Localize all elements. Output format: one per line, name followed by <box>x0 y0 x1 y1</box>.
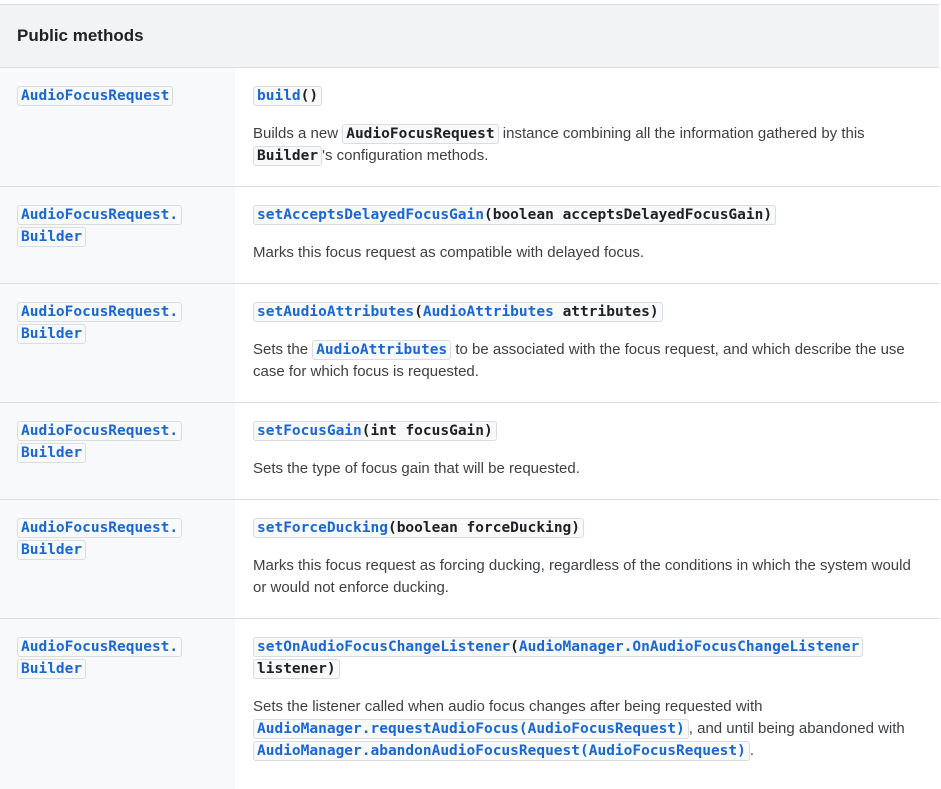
class-ref: AudioFocusRequest <box>342 124 498 144</box>
audio-attributes-link[interactable]: AudioAttributes <box>312 340 451 360</box>
return-type-link[interactable]: AudioFocusRequest. Builder <box>17 302 182 344</box>
section-header <box>0 4 939 68</box>
method-description: Marks this focus request as compatible with delayed focus. <box>253 244 645 261</box>
return-type-link[interactable]: AudioFocusRequest. Builder <box>17 421 182 463</box>
method-description: Sets the type of focus gain that will be requested. <box>253 460 580 477</box>
param-type-link[interactable]: AudioAttributes <box>422 304 554 320</box>
method-signature: setAcceptsDelayedFocusGain(boolean acceptsDelayedFocusGain) <box>253 205 776 225</box>
return-type-link[interactable]: AudioFocusRequest. Builder <box>17 637 182 679</box>
method-row-set-on-audio-focus-change-listener <box>0 619 939 789</box>
method-row-set-accepts-delayed-focus-gain <box>0 187 939 284</box>
method-link-set-audio-attributes[interactable]: setAudioAttributes <box>257 304 415 320</box>
method-signature: build() <box>253 86 322 106</box>
method-description: Marks this focus request as forcing ducking, regardless of the conditions in which the system would or would not enforce ducking. <box>253 557 911 596</box>
param-type-link[interactable]: AudioManager.OnAudioFocusChangeListener <box>518 639 860 655</box>
method-signature: setForceDucking(boolean forceDucking) <box>253 518 584 538</box>
method-description: Sets the AudioAttributes to be associated with the focus request, and which describe the use case for which focus is requested. <box>253 341 905 380</box>
method-row-build <box>0 68 939 187</box>
section-title: Public methods <box>17 26 144 45</box>
class-ref: Builder <box>253 146 322 166</box>
return-type-link[interactable]: AudioFocusRequest <box>17 86 173 106</box>
method-link-set-focus-gain[interactable]: setFocusGain <box>257 423 362 439</box>
method-description: Builds a new AudioFocusRequest instance combining all the information gathered by this Builder 's configuration methods. <box>253 125 865 164</box>
method-link-build[interactable]: build <box>257 88 301 104</box>
abandon-audio-focus-request-link[interactable]: AudioManager.abandonAudioFocusRequest(AudioFocusRequest) <box>253 741 750 761</box>
method-link-set-on-audio-focus-change-listener[interactable]: setOnAudioFocusChangeListener <box>257 639 511 655</box>
method-signature: setAudioAttributes(AudioAttributes attributes) <box>253 302 663 322</box>
return-type-link[interactable]: AudioFocusRequest. Builder <box>17 518 182 560</box>
method-signature: setOnAudioFocusChangeListener(AudioManager.OnAudioFocusChangeListener listener) <box>253 637 863 679</box>
method-description: Sets the listener called when audio focus changes after being requested with AudioManager.requestAudioFocus(AudioFocusRequest) , and until being abandoned with AudioManager.abandonAudioFocusRequest(AudioFocusRequest) . <box>253 698 905 759</box>
method-signature: setFocusGain(int focusGain) <box>253 421 497 441</box>
method-link-set-force-ducking[interactable]: setForceDucking <box>257 520 388 536</box>
method-row-set-force-ducking <box>0 500 939 619</box>
method-row-set-audio-attributes <box>0 284 939 403</box>
method-link-set-accepts-delayed-focus-gain[interactable]: setAcceptsDelayedFocusGain <box>257 207 484 223</box>
return-type-link[interactable]: AudioFocusRequest. Builder <box>17 205 182 247</box>
method-row-set-focus-gain <box>0 403 939 500</box>
request-audio-focus-link[interactable]: AudioManager.requestAudioFocus(AudioFocusRequest) <box>253 719 689 739</box>
public-methods-table <box>0 4 939 789</box>
